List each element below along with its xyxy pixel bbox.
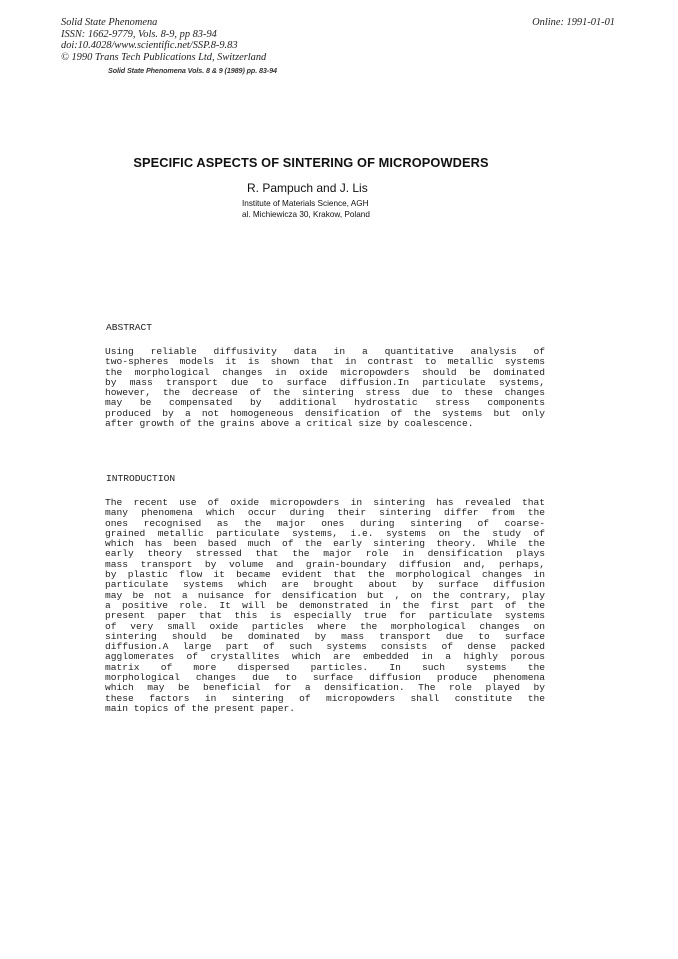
introduction-line: morphological changes due to surface diffusion produce phenomena [105,672,545,684]
introduction-line: by plastic flow it became evident that the morphological changes in [105,569,545,581]
introduction-line: these factors in sintering of micropowders shall constitute the [105,692,545,704]
abstract-line: after growth of the grains above a critical size by coalescence. [105,418,474,430]
journal-name: Solid State Phenomena [61,17,158,28]
abstract-line: the morphological changes in oxide micropowders should be dominated [105,366,545,378]
affiliation-institute: Institute of Materials Science, AGH [242,199,369,208]
introduction-line: which may be beneficial for a densification. The role played by [105,682,545,694]
introduction-line: particulate systems which are brought about by surface diffusion [105,579,545,591]
introduction-line: agglomerates of crystallites which are embedded in a highly porous [105,651,545,663]
abstract-body [105,347,545,429]
introduction-line: of very small oxide particles where the morphological changes on [105,620,545,632]
doi-line: doi:10.4028/www.scientific.net/SSP.8-9.83 [61,40,238,52]
introduction-line: mass transport by volume and grain-boundary diffusion and, perhaps, [105,558,545,570]
abstract-line: produced by a not homogeneous densification of the systems but only [105,407,545,419]
affiliation [242,198,370,220]
abstract-line: Using reliable diffusivity data in a quantitative analysis of [105,346,545,357]
introduction-line: may be not a nuisance for densification but , on the contrary, play [105,589,545,601]
abstract-line: two-spheres models it is shown that in contrast to metallic systems [105,356,545,368]
introduction-line: which has been based much of the early sintering theory. While the [105,538,545,550]
affiliation-address: al. Michiewicza 30, Krakow, Poland [242,210,370,219]
introduction-body [105,498,545,714]
abstract-line: however, the decrease of the sintering stress due to these changes [105,387,545,399]
paper-title-text: SPECIFIC ASPECTS OF SINTERING OF MICROPOWDERS [133,155,489,170]
introduction-line: ones recognised as the major ones during sintering of coarse- [105,517,545,529]
introduction-heading: INTRODUCTION [106,473,176,484]
introduction-line: matrix of more dispersed particles. In such systems the [105,661,545,673]
authors: R. Pampuch and J. Lis [247,181,368,195]
introduction-line: grained metallic particulate systems, i.e. systems on the study of [105,527,545,539]
introduction-line: present paper that this is especially true for particulate systems [105,610,545,622]
paper-title [0,155,678,170]
introduction-line: main topics of the present paper. [105,702,295,714]
abstract-line: by mass transport due to surface diffusion.In particulate systems, [105,376,545,388]
copyright-line: © 1990 Trans Tech Publications Ltd, Switzerland [61,51,267,63]
introduction-line: The recent use of oxide micropowders in sintering has revealed that [105,497,545,508]
introduction-line: diffusion.A large part of such systems consists of dense packed [105,641,545,653]
abstract-heading: ABSTRACT [106,322,153,333]
journal-reference: Solid State Phenomena Vols. 8 & 9 (1989) pp. 83-94 [108,66,277,75]
online-date: Online: 1991-01-01 [532,17,615,28]
abstract-line: may be compensated by additional hydrostatic stress components [105,397,545,409]
introduction-line: a positive role. It will be demonstrated in the first part of the [105,599,545,611]
issn-line: ISSN: 1662-9779, Vols. 8-9, pp 83-94 [61,28,217,40]
introduction-line: early theory stressed that the major role in densification plays [105,548,545,560]
introduction-line: sintering should be dominated by mass transport due to surface [105,630,545,642]
introduction-line: many phenomena which occur during their sintering differ from the [105,507,545,519]
